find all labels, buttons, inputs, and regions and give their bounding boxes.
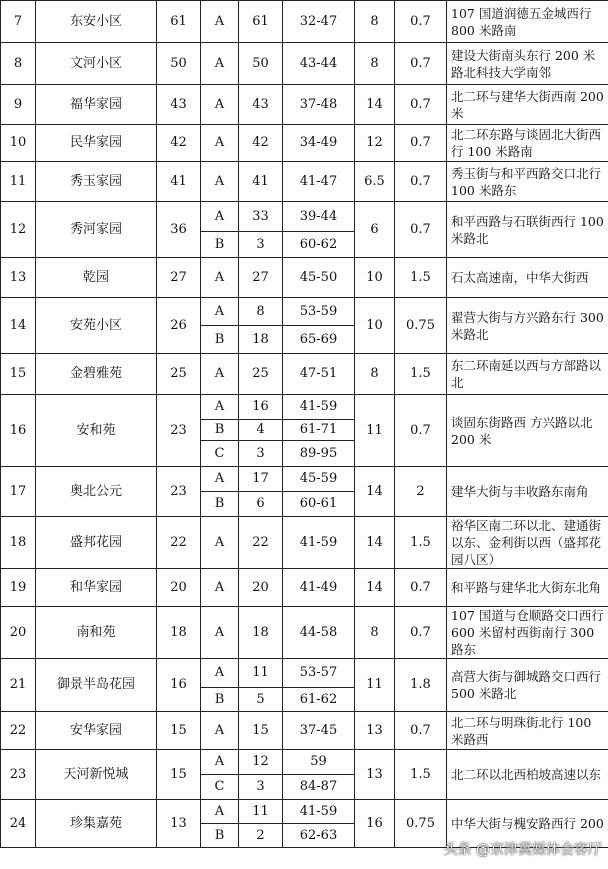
table-row <box>1 750 608 775</box>
unit-type: A <box>201 298 239 326</box>
ratio: 0.7 <box>395 569 447 607</box>
total-count: 15 <box>157 712 201 750</box>
unit-type: A <box>201 467 239 492</box>
unit-count: 41 <box>239 162 283 202</box>
unit-area: 41-59 <box>283 517 355 569</box>
unit-area: 39-44 <box>283 202 355 232</box>
community-name: 文河小区 <box>36 43 157 85</box>
total-count: 42 <box>157 125 201 162</box>
unit-type: A <box>201 569 239 607</box>
unit-type: A <box>201 202 239 232</box>
distance: 11 <box>355 395 395 467</box>
ratio: 0.7 <box>395 125 447 162</box>
unit-count: 18 <box>239 607 283 659</box>
row-number: 8 <box>1 43 36 85</box>
unit-type: B <box>201 688 239 712</box>
ratio: 2 <box>395 467 447 517</box>
unit-area: 60-61 <box>283 492 355 517</box>
total-count: 18 <box>157 607 201 659</box>
unit-type: A <box>201 258 239 298</box>
table-row <box>1 395 608 420</box>
total-count: 43 <box>157 85 201 125</box>
unit-count: 16 <box>239 395 283 420</box>
unit-area: 41-49 <box>283 569 355 607</box>
distance: 6 <box>355 202 395 258</box>
distance: 8 <box>355 43 395 85</box>
location: 北二环东路与谈固北大街西行 100 米路南 <box>447 125 608 162</box>
row-number: 15 <box>1 354 36 395</box>
table-row <box>1 85 608 125</box>
watermark: 头条 @京津冀媒体会客厅 <box>443 842 602 858</box>
unit-count: 18 <box>239 326 283 354</box>
row-number: 16 <box>1 395 36 467</box>
ratio: 0.75 <box>395 298 447 354</box>
total-count: 16 <box>157 659 201 712</box>
distance: 13 <box>355 750 395 800</box>
distance: 14 <box>355 85 395 125</box>
unit-area: 45-50 <box>283 258 355 298</box>
unit-type: C <box>201 775 239 800</box>
ratio: 0.7 <box>395 202 447 258</box>
unit-area: 41-47 <box>283 162 355 202</box>
unit-area: 34-49 <box>283 125 355 162</box>
table-row <box>1 800 608 824</box>
ratio: 0.7 <box>395 162 447 202</box>
location: 高营大街与御城路交口西行 500 米路北 <box>447 659 608 712</box>
total-count: 13 <box>157 800 201 848</box>
total-count: 41 <box>157 162 201 202</box>
unit-count: 17 <box>239 467 283 492</box>
table-row <box>1 517 608 569</box>
community-name: 民华家园 <box>36 125 157 162</box>
unit-area: 37-48 <box>283 85 355 125</box>
distance: 10 <box>355 258 395 298</box>
unit-count: 20 <box>239 569 283 607</box>
unit-count: 8 <box>239 298 283 326</box>
community-name: 天河新悦城 <box>36 750 157 800</box>
unit-type: A <box>201 85 239 125</box>
ratio: 1.5 <box>395 354 447 395</box>
row-number: 22 <box>1 712 36 750</box>
unit-count: 11 <box>239 800 283 824</box>
location: 和平路与建华北大街东北角 <box>447 569 608 607</box>
unit-area: 84-87 <box>283 775 355 800</box>
community-name: 安和苑 <box>36 395 157 467</box>
distance: 10 <box>355 298 395 354</box>
unit-type: A <box>201 354 239 395</box>
unit-count: 6 <box>239 492 283 517</box>
community-name: 南和苑 <box>36 607 157 659</box>
community-name: 和华家园 <box>36 569 157 607</box>
distance: 8 <box>355 607 395 659</box>
unit-type: B <box>201 824 239 848</box>
community-name: 福华家园 <box>36 85 157 125</box>
table-row <box>1 258 608 298</box>
total-count: 22 <box>157 517 201 569</box>
unit-count: 3 <box>239 232 283 258</box>
unit-count: 3 <box>239 775 283 800</box>
unit-type: A <box>201 659 239 688</box>
row-number: 7 <box>1 1 36 43</box>
unit-type: B <box>201 492 239 517</box>
community-name: 秀玉家园 <box>36 162 157 202</box>
ratio: 0.7 <box>395 607 447 659</box>
ratio: 0.7 <box>395 1 447 43</box>
distance: 8 <box>355 1 395 43</box>
community-name: 乾园 <box>36 258 157 298</box>
unit-count: 50 <box>239 43 283 85</box>
row-number: 24 <box>1 800 36 848</box>
location: 东二环南延以西与方部路以北 <box>447 354 608 395</box>
unit-area: 32-47 <box>283 1 355 43</box>
ratio: 0.7 <box>395 85 447 125</box>
community-name: 御景半岛花园 <box>36 659 157 712</box>
unit-type: A <box>201 43 239 85</box>
ratio: 1.8 <box>395 659 447 712</box>
distance: 14 <box>355 517 395 569</box>
distance: 14 <box>355 467 395 517</box>
unit-type: A <box>201 1 239 43</box>
row-number: 14 <box>1 298 36 354</box>
location: 建设大街南头东行 200 米路北科技大学南邻 <box>447 43 608 85</box>
row-number: 13 <box>1 258 36 298</box>
row-number: 21 <box>1 659 36 712</box>
location: 107 国道润德五金城西行 800 米路南 <box>447 1 608 43</box>
ratio: 0.7 <box>395 712 447 750</box>
location: 和平西路与石联街西行 100 米路北 <box>447 202 608 258</box>
table-row <box>1 354 608 395</box>
unit-area: 61-62 <box>283 688 355 712</box>
unit-count: 15 <box>239 712 283 750</box>
unit-type: A <box>201 125 239 162</box>
community-name: 安华家园 <box>36 712 157 750</box>
row-number: 19 <box>1 569 36 607</box>
ratio: 0.75 <box>395 800 447 848</box>
ratio: 1.5 <box>395 258 447 298</box>
unit-area: 44-58 <box>283 607 355 659</box>
distance: 8 <box>355 354 395 395</box>
unit-area: 41-59 <box>283 800 355 824</box>
ratio: 0.7 <box>395 395 447 467</box>
unit-area: 62-63 <box>283 824 355 848</box>
unit-type: A <box>201 162 239 202</box>
table-row <box>1 1 608 43</box>
unit-count: 12 <box>239 750 283 775</box>
unit-type: A <box>201 750 239 775</box>
table-row <box>1 125 608 162</box>
community-name: 珍集嘉苑 <box>36 800 157 848</box>
unit-area: 61-71 <box>283 420 355 441</box>
unit-count: 25 <box>239 354 283 395</box>
row-number: 9 <box>1 85 36 125</box>
ratio: 0.7 <box>395 43 447 85</box>
unit-count: 61 <box>239 1 283 43</box>
unit-type: B <box>201 326 239 354</box>
unit-count: 22 <box>239 517 283 569</box>
community-name: 安苑小区 <box>36 298 157 354</box>
table-row <box>1 712 608 750</box>
total-count: 36 <box>157 202 201 258</box>
location: 建华大街与丰收路东南角 <box>447 467 608 517</box>
table-body <box>1 1 608 848</box>
table-row <box>1 162 608 202</box>
location: 石太高速南，中华大街西 <box>447 258 608 298</box>
unit-count: 42 <box>239 125 283 162</box>
unit-area: 41-59 <box>283 395 355 420</box>
row-number: 23 <box>1 750 36 800</box>
unit-type: C <box>201 441 239 467</box>
table-row <box>1 43 608 85</box>
total-count: 27 <box>157 258 201 298</box>
distance: 13 <box>355 712 395 750</box>
total-count: 61 <box>157 1 201 43</box>
distance: 14 <box>355 569 395 607</box>
total-count: 15 <box>157 750 201 800</box>
location: 秀玉街与和平西路交口北行 100 米路东 <box>447 162 608 202</box>
unit-area: 65-69 <box>283 326 355 354</box>
unit-count: 33 <box>239 202 283 232</box>
location: 北二环与建华大街西南 200 米 <box>447 85 608 125</box>
community-name: 秀河家园 <box>36 202 157 258</box>
total-count: 23 <box>157 467 201 517</box>
unit-area: 53-59 <box>283 298 355 326</box>
community-name: 盛邦花园 <box>36 517 157 569</box>
distance: 12 <box>355 125 395 162</box>
table-row <box>1 607 608 659</box>
total-count: 25 <box>157 354 201 395</box>
row-number: 10 <box>1 125 36 162</box>
location: 谈固东街路西 方兴路以北 200 米 <box>447 395 608 467</box>
unit-count: 2 <box>239 824 283 848</box>
unit-area: 89-95 <box>283 441 355 467</box>
total-count: 50 <box>157 43 201 85</box>
ratio: 1.5 <box>395 517 447 569</box>
total-count: 23 <box>157 395 201 467</box>
unit-count: 43 <box>239 85 283 125</box>
location: 107 国道与仓顺路交口西行 600 米留村西街南行 300 路东 <box>447 607 608 659</box>
unit-count: 27 <box>239 258 283 298</box>
unit-area: 43-44 <box>283 43 355 85</box>
row-number: 12 <box>1 202 36 258</box>
unit-type: A <box>201 800 239 824</box>
unit-count: 11 <box>239 659 283 688</box>
unit-type: A <box>201 712 239 750</box>
unit-count: 3 <box>239 441 283 467</box>
distance: 6.5 <box>355 162 395 202</box>
unit-type: B <box>201 232 239 258</box>
unit-area: 37-45 <box>283 712 355 750</box>
table-row <box>1 202 608 232</box>
location: 北二环与明珠街北行 100 米路西 <box>447 712 608 750</box>
unit-area: 60-62 <box>283 232 355 258</box>
unit-count: 5 <box>239 688 283 712</box>
unit-type: A <box>201 395 239 420</box>
location: 北二环以北西柏坡高速以东 <box>447 750 608 800</box>
unit-area: 47-51 <box>283 354 355 395</box>
unit-type: B <box>201 420 239 441</box>
unit-area: 53-57 <box>283 659 355 688</box>
distance: 16 <box>355 800 395 848</box>
table-row <box>1 569 608 607</box>
unit-type: A <box>201 607 239 659</box>
total-count: 26 <box>157 298 201 354</box>
table-row <box>1 467 608 492</box>
location: 裕华区南二环以北、建通街以东、金利街以西（盛邦花园八区） <box>447 517 608 569</box>
row-number: 20 <box>1 607 36 659</box>
total-count: 20 <box>157 569 201 607</box>
table-row <box>1 659 608 688</box>
community-name: 东安小区 <box>36 1 157 43</box>
location: 中华大街与槐安路西行 200 <box>447 800 608 848</box>
unit-area: 45-59 <box>283 467 355 492</box>
unit-type: A <box>201 517 239 569</box>
table-row <box>1 298 608 326</box>
community-name: 奥北公元 <box>36 467 157 517</box>
row-number: 18 <box>1 517 36 569</box>
unit-area: 59 <box>283 750 355 775</box>
ratio: 1.5 <box>395 750 447 800</box>
distance: 11 <box>355 659 395 712</box>
unit-count: 4 <box>239 420 283 441</box>
row-number: 11 <box>1 162 36 202</box>
community-name: 金碧雅苑 <box>36 354 157 395</box>
location: 翟营大街与方兴路东行 300 米路北 <box>447 298 608 354</box>
row-number: 17 <box>1 467 36 517</box>
